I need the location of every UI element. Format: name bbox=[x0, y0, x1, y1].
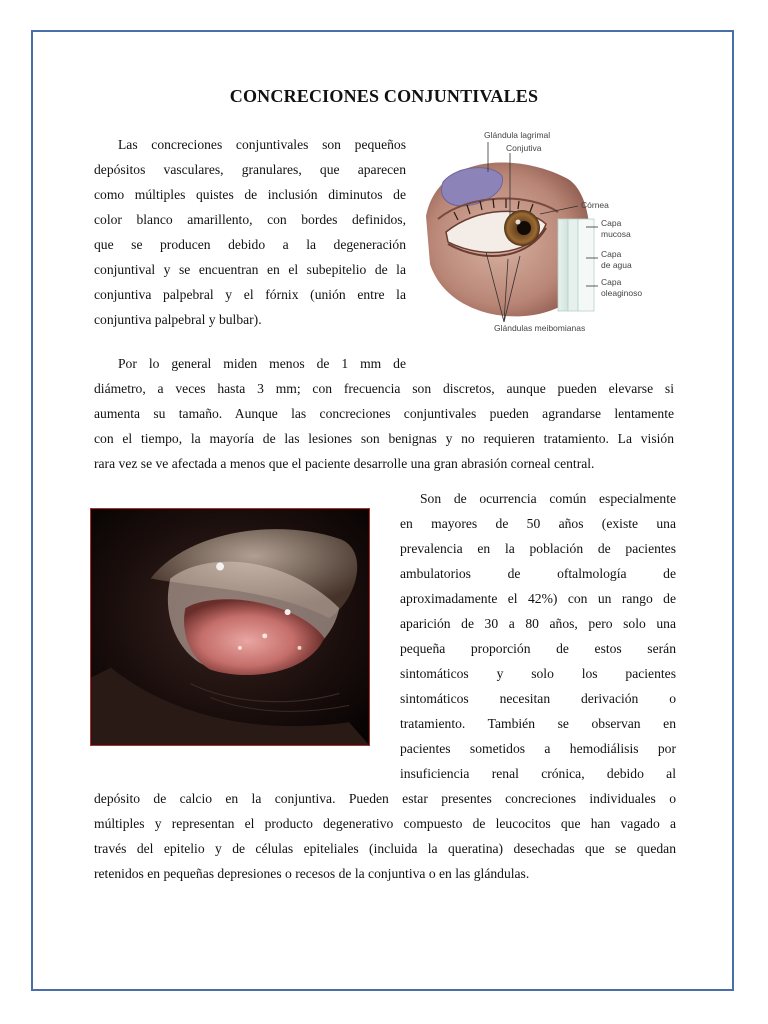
paragraph-1-line: depósitos vasculares, granulares, que aparecen bbox=[94, 162, 406, 177]
paragraph-2-line: aumenta su tamaño. Aunque las concreciones conjuntivales pueden agrandarse lentamente bbox=[94, 406, 674, 421]
paragraph-3-line: sintomáticos necesitan derivación o bbox=[400, 691, 676, 706]
paragraph-3-line: insuficiencia renal crónica, debido al bbox=[400, 766, 676, 781]
paragraph-3-line: múltiples y representan el producto degenerativo compuesto de leucocitos que han vagado a bbox=[94, 816, 676, 831]
paragraph-3-line: depósito de calcio en la conjuntiva. Pueden estar presentes concreciones individuales o bbox=[94, 791, 676, 806]
paragraph-3-line: en mayores de 50 años (existe una bbox=[400, 516, 676, 531]
paragraph-3-line: aparición de 30 a 80 años, pero solo una bbox=[400, 616, 676, 631]
label-capa-oleaginoso: Capa bbox=[601, 277, 622, 287]
paragraph-2-line: Por lo general miden menos de 1 mm de bbox=[118, 356, 406, 371]
label-cornea: Córnea bbox=[581, 200, 609, 210]
paragraph-1-line: conjuntiva palpebral y el fórnix (unión entre la bbox=[94, 287, 406, 302]
paragraph-2-line: con el tiempo, la mayoría de las lesiones son benignas y no requieren tratamiento. La visión bbox=[94, 431, 674, 446]
paragraph-3-line: sintomáticos y solo los pacientes bbox=[400, 666, 676, 681]
document-title: CONCRECIONES CONJUNTIVALES bbox=[229, 86, 539, 106]
paragraph-2-line: rara vez se ve afectada a menos que el paciente desarrolle una gran abrasión corneal central. bbox=[94, 456, 595, 471]
paragraph-3-line: pacientes sometidos a hemodiálisis por bbox=[400, 741, 676, 756]
label-capa-agua: de agua bbox=[601, 260, 632, 270]
paragraph-3-line: retenidos en pequeñas depresiones o recesos de la conjuntiva o en las glándulas. bbox=[94, 866, 530, 881]
paragraph-3-line: ambulatorios de oftalmología de bbox=[400, 566, 676, 581]
label-conjutiva: Conjutiva bbox=[506, 143, 542, 153]
label-glandulas-meibomianas: Glándulas meibomianas bbox=[494, 323, 586, 333]
paragraph-1-line: Las concreciones conjuntivales son pequeños bbox=[118, 137, 406, 152]
paragraph-3-line: Son de ocurrencia común especialmente bbox=[420, 491, 676, 506]
paragraph-3-line: pequeña proporción de estos serán bbox=[400, 641, 676, 656]
label-capa-agua: Capa bbox=[601, 249, 622, 259]
paragraph-3-line: aproximadamente el 42%) con un rango de bbox=[400, 591, 676, 606]
eye-anatomy-diagram bbox=[418, 124, 668, 339]
label-capa-mucosa: Capa bbox=[601, 218, 622, 228]
paragraph-1-line: color blanco amarillento, con bordes definidos, bbox=[94, 212, 406, 227]
paragraph-2-line: diámetro, a veces hasta 3 mm; con frecuencia son discretos, aunque pueden elevarse si bbox=[94, 381, 674, 396]
paragraph-2 bbox=[94, 376, 674, 476]
paragraph-3-line: través del epitelio y de células epiteliales (incluida la queratina) desechadas que se quedan bbox=[94, 841, 676, 856]
label-capa-oleaginoso: oleaginoso bbox=[601, 288, 643, 298]
label-glandula-lagrimal: Glándula lagrimal bbox=[484, 130, 551, 140]
paragraph-3-line: prevalencia en la población de pacientes bbox=[400, 541, 676, 556]
paragraph-1-line: conjuntival y se encuentran en el subepitelio de la bbox=[94, 262, 406, 277]
paragraph-3-continued bbox=[94, 786, 676, 886]
paragraph-1 bbox=[94, 132, 406, 332]
paragraph-1-line: como múltiples quistes de inclusión diminutos de bbox=[94, 187, 406, 202]
conjunctiva-photo-image bbox=[91, 509, 369, 745]
paragraph-1-line: que se producen debido a la degeneración bbox=[94, 237, 406, 252]
conjunctiva-photo bbox=[90, 508, 370, 746]
paragraph-2-top bbox=[94, 351, 406, 376]
paragraph-3 bbox=[400, 486, 676, 786]
paragraph-1-line: conjuntiva palpebral y bulbar). bbox=[94, 312, 262, 327]
paragraph-3-line: tratamiento. También se observan en bbox=[400, 716, 676, 731]
label-capa-mucosa: mucosa bbox=[601, 229, 631, 239]
